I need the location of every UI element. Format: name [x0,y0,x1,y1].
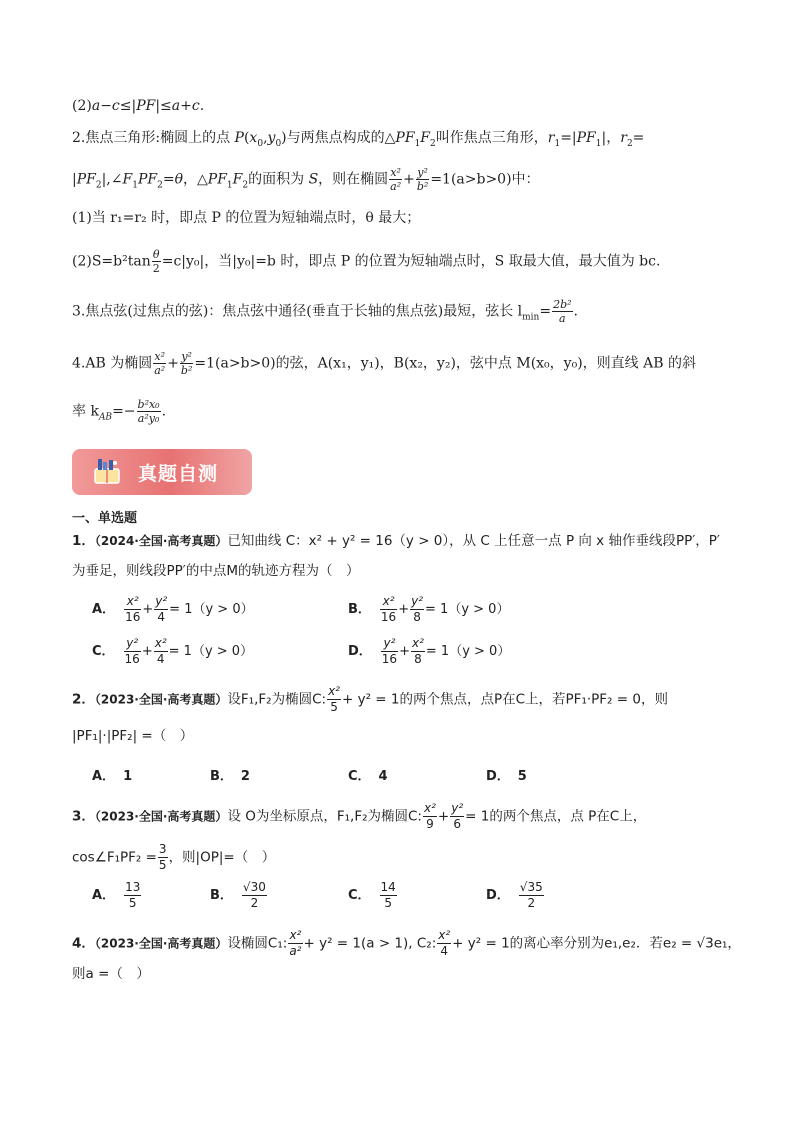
q2-option-a[interactable]: A． 1 [92,769,133,784]
focal-triangle-intro: 2.焦点三角形:椭圆上的点 $P(x_0,y_0)$与两焦点构成的$\triangle PF_1F_2$叫作焦点三角形，$r_1=|PF_1|$，$r_2=$ [72,130,645,149]
latus-rectum-frac: $\frac{\text{2b²}}{a}$ [553,298,572,325]
q1-option-b[interactable]: B． $\frac{\text{x²}}{16}$ + $\frac{\text{y²}}{8}$ = 1（y > 0） [348,594,510,624]
slope-label: 率 k [72,403,99,420]
range-prefix: (2) [72,98,92,114]
item4-part-a: 4.AB 为椭圆 [72,355,153,372]
q3-text-b: = 1的两个焦点，点 P在C上， [465,808,647,825]
line2-part-d: ，则在椭圆 [318,171,389,188]
line2-part-e: =1(a>b>0)中： [430,171,540,188]
sub2-part-b: =c|y₀|，当|y₀|=b 时，即点 P 的位置为短轴端点时，S 取最大值，最大值为 bc. [161,253,661,270]
focal-triangle-text-b: 叫作焦点三角形， [435,130,548,146]
theta-half-frac: $\frac{\theta}{2}$ [152,248,160,275]
question-1-line2: 为垂足，则线段PP′的中点M的轨迹方程为（ ） [72,563,360,579]
item4-part-b: =1(a>b>0)的弦，A(x₁，y₁)，B(x₂，y₂)，弦中点 M(x₀，y₀)，则直线 AB 的斜 [194,355,696,372]
q2-option-d[interactable]: D． 5 [486,769,527,784]
range-text: a−c≤|PF|≤a+c. [91,98,205,114]
line2-part-b: ，△ [183,171,208,188]
q1-option-c[interactable]: C． $\frac{\text{y²}}{16}$ + $\frac{\text{x²}}{4}$ = 1（y > 0） [92,636,254,666]
item3-sub: min [522,312,540,323]
question-3-line1: 3．（2023·全国·高考真题）设 O为坐标原点，F₁,F₂为椭圆C: $\frac{\text{x²}}{9}$ + $\frac{\text{y²}}{6}$ = 1的两个焦点，点 P在C上， [72,801,647,831]
q4-text-a: 设椭圆C₁: [227,935,288,952]
q2-text-a: 设F₁,F₂为椭圆C: [227,691,327,708]
q3-option-a[interactable]: A． $\frac{13}{5}$ [92,880,141,910]
q3-option-b[interactable]: B． $\frac{√30}{2}$ [210,880,266,910]
q1-option-d[interactable]: D． $\frac{\text{y²}}{16}$ + $\frac{\text{x²}}{8}$ = 1（y > 0） [348,636,511,666]
item4-frac-x: $\frac{\text{x²}}{\text{a²}}$ [154,350,166,377]
item3-part-a: 3.焦点弦(过焦点的弦)：焦点弦中通径(垂直于长轴的焦点弦)最短，弦长 l [72,303,523,320]
q4-text-c: + y² = 1的离心率分别为e₁,e₂．若e₂ = √3e₁， [452,935,741,952]
question-number: 3． [72,808,95,825]
banner-title: 真题自测 [138,463,219,485]
ellipse-frac-y: $\frac{\text{y²}}{\text{b²}}$ [416,166,429,193]
question-number: 1． [72,533,95,549]
question-source: （2023·全国·高考真题） [94,692,228,707]
line2-part-a: |,∠ [101,171,123,188]
question-4-line2: 则a =（ ） [72,966,150,982]
line2-part-c: 的面积为 [248,171,305,188]
q4-text-b: + y² = 1(a > 1), C₂: [303,935,437,952]
question-source: （2024·全国·高考真题） [94,534,228,548]
q3-option-c[interactable]: C． $\frac{14}{5}$ [348,880,396,910]
slope-eq: =− [112,403,136,420]
q3-ask: ，则|OP|=（ ） [168,849,276,866]
question-2-line1 [72,684,668,715]
ellipse-frac-x: $\frac{\text{x²}}{\text{a²}}$ [390,166,402,193]
q3-cos: cos∠F₁PF₂ = [72,849,157,866]
question-source: （2023·全国·高考真题） [94,936,228,951]
question-4-line1: 4．（2023·全国·高考真题）设椭圆C₁: $\frac{\text{x²}}{\text{a²}}$ + y² = 1(a > 1), C₂: $\frac{\text{x²}}{4}$ + y² = 1的离心率分别为e₁,e₂．若e₂ = √3e₁， [72,928,741,958]
slope-frac: $\frac{\text{b²x₀}}{\text{a²y₀}}$ [137,398,160,425]
q2-option-c[interactable]: C． 4 [348,769,388,784]
book-icon [94,457,120,485]
q1-option-a[interactable]: A． $\frac{\text{x²}}{16}$ + $\frac{\text{y²}}{4}$ = 1（y > 0） [92,594,254,624]
section-banner [72,449,252,495]
midpoint-chord-item: 4.AB 为椭圆 $\frac{\text{x²}}{\text{a²}}$ + $\frac{\text{y²}}{\text{b²}}$ =1(a>b>0)的弦，A(x₁，y₁)，B(x₂，y₂)，弦中点 M(x₀，y₀)，则直线 AB 的斜 [72,350,696,377]
q2-option-b[interactable]: B． 2 [210,769,250,784]
range-inequality [72,96,204,116]
question-number: 2． [72,691,95,708]
section-title: 一、单选题 [72,511,138,526]
item3-part-b: = [539,303,552,320]
sub2-part-a: (2)S=b²tan [72,253,151,270]
sub-item-1: (1)当 r₁=r₂ 时，即点 P 的位置为短轴端点时，θ 最大； [72,210,421,226]
q2-frac: $\frac{\text{x²}}{5}$ [328,684,340,714]
q3-option-d[interactable]: D． $\frac{√35}{2}$ [486,880,543,910]
slope-formula: 率 $k_{AB}=-$ $\frac{\text{b²x₀}}{\text{a²y₀}}$ . [72,398,167,425]
question-1-line1 [72,531,720,551]
question-source: （2023·全国·高考真题） [94,809,228,824]
question-number: 4． [72,935,95,952]
q2-text-b: + y² = 1的两个焦点，点P在C上，若PF₁·PF₂ = 0，则 [341,691,668,708]
question-3-line2: cos∠F₁PF₂ = $\frac{3}{5}$ ，则|OP|=（ ） [72,842,276,872]
slope-sub: AB [98,412,113,423]
focal-triangle-text-a: 与两焦点构成的△ [286,130,396,146]
question-text: 已知曲线 C：x² + y² = 16（y > 0），从 C 上任意一点 P 向 x 轴作垂线段PP′，P′ [227,533,721,549]
question-2-line2: |PF₁|·|PF₂| =（ ） [72,728,194,744]
sub-item-2 [72,248,660,275]
q3-text-a: 设 O为坐标原点，F₁,F₂为椭圆C: [227,808,422,825]
focal-triangle-line2: $|PF_2|,\angle F_1PF_2=\theta$，$\triangle PF_1F_2$的面积为 S，则在椭圆 $\frac{\text{x²}}{\text{a²}}$ + $\frac{\text{y²}}{\text{b²}}$ =1(a>b>0)中： [72,166,540,193]
item4-frac-y: $\frac{\text{y²}}{\text{b²}}$ [180,350,193,377]
focal-chord-item: 3.焦点弦(过焦点的弦)：焦点弦中通径(垂直于长轴的焦点弦)最短，弦长 $l_{min}=$ $\frac{\text{2b²}}{a}$ . [72,298,578,325]
focal-triangle-title: 2.焦点三角形:椭圆上的点 [72,130,231,146]
